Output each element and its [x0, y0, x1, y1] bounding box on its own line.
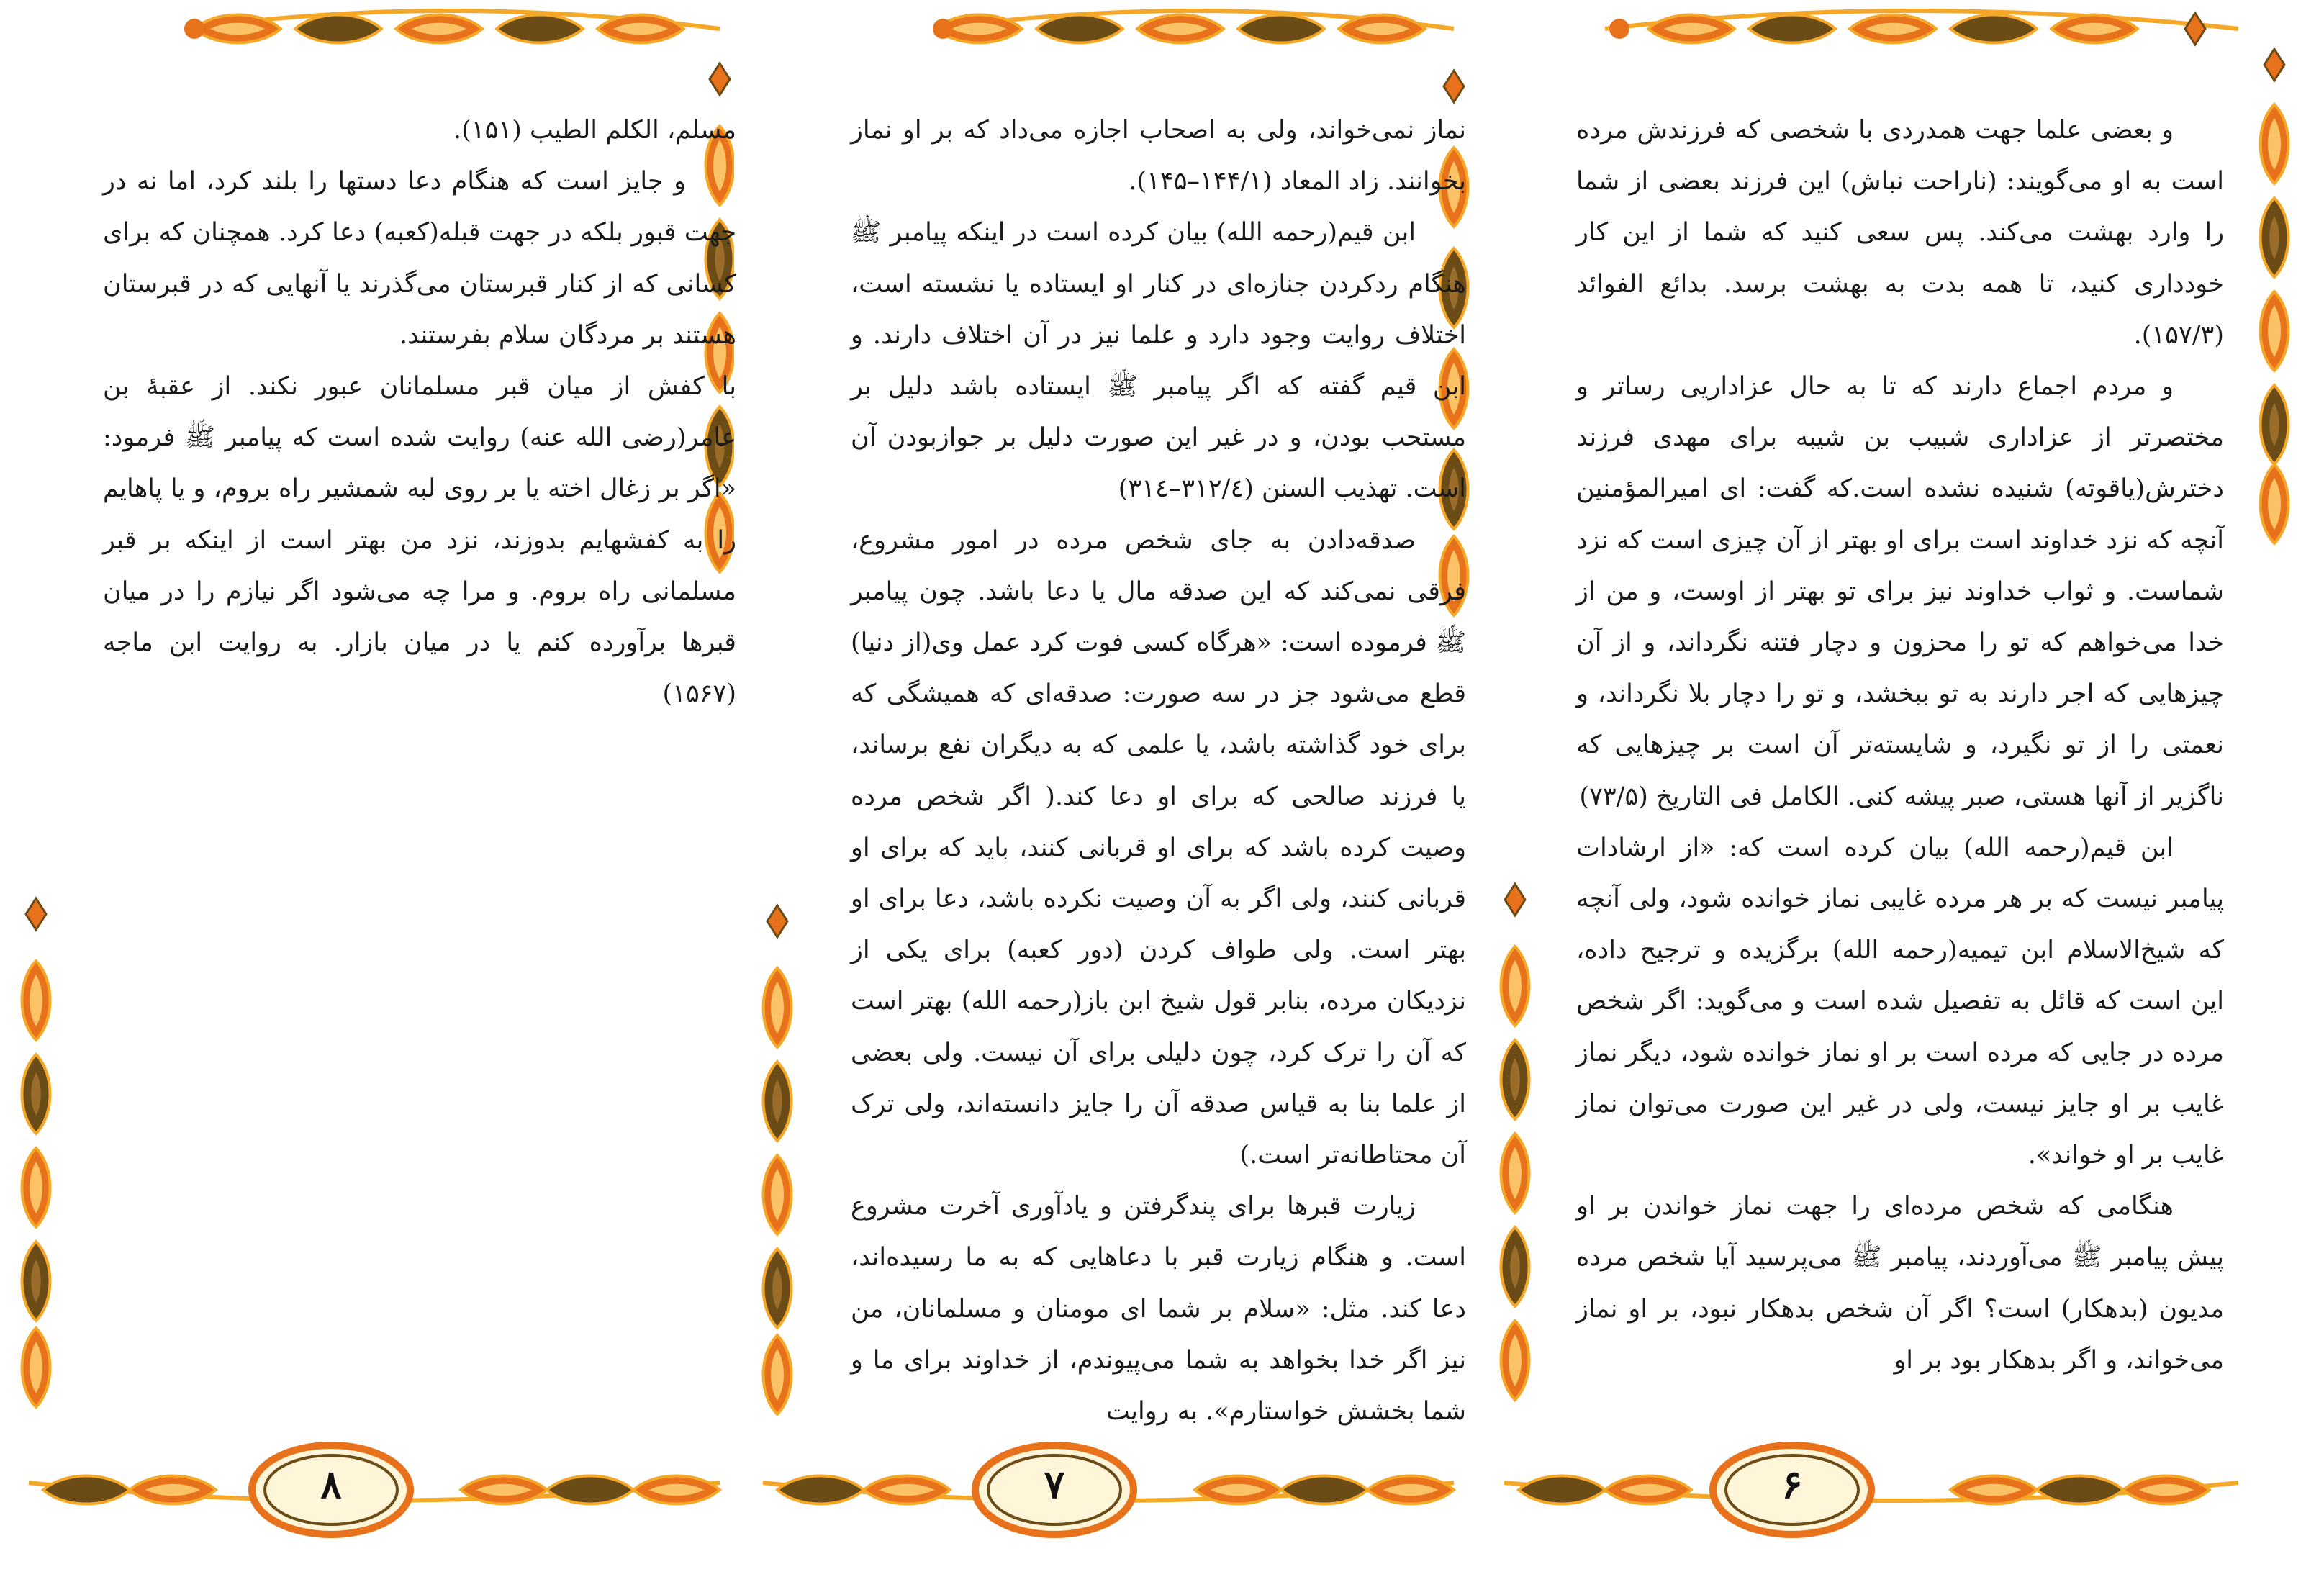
- page-number: ۶: [1781, 1461, 1803, 1507]
- paragraph: زیارت قبرها برای پندگرفتن و یادآوری آخرت مشروع است. و هنگام زیارت قبر با دعاهایی که به ما رسیده‌اند، دعا کند. مثل: «سلام بر شما ای مومنان و مسلمانان، من نیز اگر خدا بخواهد به شما می‌پیوندم، از خداوند برای ما و شما بخشش خواستارم». به روایت: [851, 1192, 1466, 1427]
- paragraph: صدقه‌دادن به جای شخص مرده در امور مشروع، فرقی نمی‌کند که این صدقه مال یا دعا باشد. چون پیامبر ﷺ فرموده است: «هرگاه کسی فوت کرد عمل وی(از دنیا) قطع می‌شود جز در سه صورت: صدقه‌ای که همیشگی که برای خود گذاشته باشد، یا علمی که به دیگران نفع برساند، یا فرزند صالحی که برای او دعا کند.( اگر شخص مرده وصیت کرده باشد که برای او قربانی کنند، باید که برای او قربانی کنند، ولی اگر به آن وصیت نکرده باشد، دعا برای او بهتر است. ولی طواف کردن (دور کعبه) برای یکی از نزدیکان مرده، بنابر قول شیخ ابن باز(رحمه الله) بهتر است که آن را ترک کرد، چون دلیلی برای آن نیست. ولی بعضی از علما بنا به قیاس صدقه آن را جایز دانسته‌اند، ولی ترک آن محتاطانه‌تر است.): [851, 525, 1466, 1170]
- side-ornament-icon: [22, 898, 50, 1407]
- paragraph: و جایز است که هنگام دعا دستها را بلند کرد، اما نه در جهت قبور بلکه در جهت قبله(کعبه) دعا کرد. همچنان که برای کسانی که از کنار قبرستان می‌گذرند یا آنهایی که در قبرستان هستند بر مردگان سلام بفرستند.: [103, 167, 736, 350]
- page-7: [734, 0, 1475, 1582]
- paragraph: نماز نمی‌خواند، ولی به اصحاب اجازه می‌داد که بر او نماز بخوانند. زاد المعاد (۱۴۴/۱–۱۴۵).: [851, 116, 1466, 196]
- side-ornament-icon: [1501, 884, 1529, 1400]
- paragraph: ابن قیم(رحمه الله) بیان کرده است که: «از ارشادات پیامبر نیست که بر هر مرده غایبی نماز خوانده شود، ولی آنچه که شیخ‌الاسلام ابن تیمیه(رحمه الله) برگزیده و ترجیح داده، این است که قائل به تفصیل شده است و می‌گوید: اگر شخص مرده در جایی که مرده است بر او نماز خوانده شود، دیگر نماز غایب بر او جایز نیست، ولی در غیر این صورت می‌توان نماز غایب بر او خواند».: [1576, 833, 2224, 1170]
- page-6: [1475, 0, 2324, 1582]
- paragraph: ابن قیم(رحمه الله) بیان کرده است در اینکه پیامبر ﷺ هنگام ردکردن جنازه‌ای در کنار او ایستاده یا نشسته است، اختلاف روایت وجود دارد و علما نیز در آن اختلاف دارند. و ابن قیم گفته که اگر پیامبر ﷺ ایستاده باشد دلیل بر مستحب بودن، و در غیر این صورت دلیل بر جوازبودن آن است. تهذیب السنن (۳۱۲/٤–۳۱٤): [851, 218, 1466, 504]
- bottom-ornament-icon: [763, 1445, 1454, 1534]
- paragraph: با کفش از میان قبر مسلمانان عبور نکند. از عقبهٔ بن عامر(رضی الله عنه) روایت شده است که پیامبر ﷺ فرمود: «اگر بر زغال اخته یا بر روی لبه شمشیر راه بروم، و یا پاهایم را به کفشهایم بدوزند، نزد من بهتر است از اینکه بر قبر مسلمانی راه بروم. و مرا چه می‌شود اگر نیازم را در میان قبرها برآورده کنم یا در میان بازار. به روایت ابن ماجه (۱۵۶۷): [103, 372, 736, 709]
- page-text: [103, 105, 736, 720]
- page-text: [851, 105, 1466, 1437]
- page-number: ۸: [320, 1461, 342, 1507]
- bottom-ornament-icon: [29, 1445, 720, 1534]
- page-number: ۷: [1044, 1461, 1065, 1507]
- paragraph: مسلم، الکلم الطیب (۱۵۱).: [453, 116, 736, 145]
- top-ornament-icon: [933, 11, 1454, 43]
- top-ornament-icon: [1605, 11, 2238, 45]
- paragraph: هنگامی که شخص مرده‌ای را جهت نماز خواندن بر او پیش پیامبر ﷺ می‌آوردند، پیامبر ﷺ می‌پرسید آیا شخص مرده مدیون (بدهکار) است؟ اگر آن شخص بدهکار نبود، بر او نماز می‌خواند، و اگر بدهکار بود بر او: [1576, 1192, 2224, 1375]
- paragraph: و مردم اجماع دارند که تا به حال عزاداریی رساتر و مختصرتر از عزاداری شبیب بن شیبه برای مهدی فرزند دخترش(یاقوته) شنیده نشده است.که گفت: ای امیرالمؤمنین آنچه که نزد خداوند است برای او بهتر از آن چیزی است که نزد شماست. و ثواب خداوند نیز برای تو بهتر از اوست، و من از خدا می‌خواهم که تو را محزون و دچار فتنه نگرداند، و از آن چیزهایی که اجر دارند به تو ببخشد، و تو را دچار بلا نگرداند، و نعمتی را از تو نگیرد، و شایسته‌تر آن است بر چیزهایی که ناگزیر از آنها هستی، صبر پیشه کنی. الکامل فی التاریخ (۷۳/۵): [1576, 372, 2224, 811]
- side-ornament-icon: [2261, 49, 2289, 543]
- page-text: [1576, 105, 2224, 1386]
- page-8: [0, 0, 734, 1582]
- bottom-ornament-icon: [1504, 1445, 2238, 1534]
- top-ornament-icon: [184, 11, 720, 43]
- paragraph: و بعضی علما جهت همدردی با شخصی که فرزندش مرده است به او می‌گویند: (ناراحت نباش) این فرزند بعضی از شما را وارد بهشت می‌کند. پس سعی کنید که شما از این کار خودداری کنید، تا همه بدت به بهشت برسد. بدائع الفوائد (۱۵۷/۳).: [1576, 116, 2224, 350]
- side-ornament-icon: [764, 905, 792, 1414]
